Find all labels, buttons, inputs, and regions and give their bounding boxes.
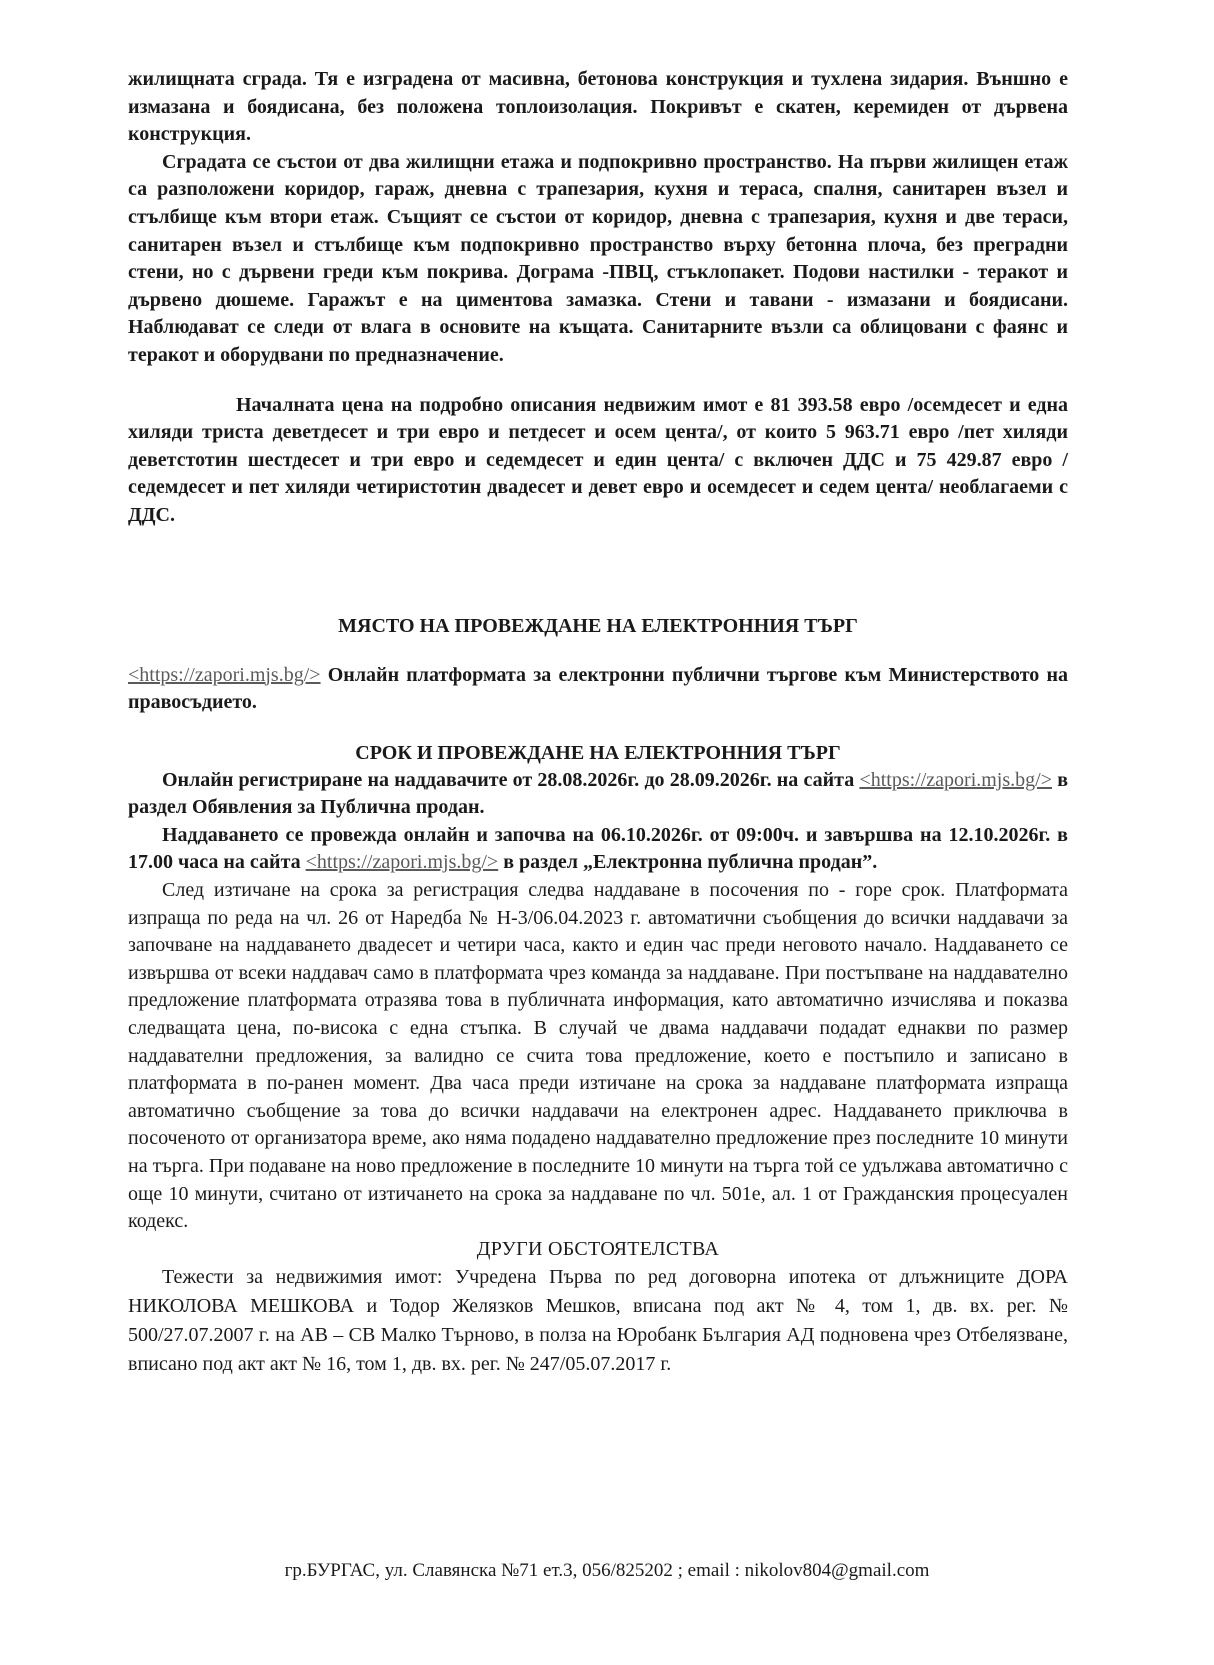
bidding-section-text: в раздел „Електронна публична продан”.: [498, 851, 878, 874]
document-page: [128, 66, 1068, 1379]
bidding-period-paragraph: [128, 822, 1068, 877]
encumbrances-paragraph: Тежести за недвижимия имот: Учредена Първа по ред договорна ипотека от длъжниците ДОРА НИКОЛОВА МЕШКОВА и Тодор Желязков Мешков, вписана под акт № 4, том 1, дв. вх. рег. № 500/27.07.2007 г. на АВ – СВ Малко Търново, в полза на Юробанк България АД подновена чрез Отбелязване, вписано под акт акт № 16, том 1, дв. вх. рег. № 247/05.07.2017 г.: [128, 1265, 1068, 1375]
other-heading: ДРУГИ ОБСТОЯТЕЛСТВА: [476, 1237, 720, 1260]
place-heading: МЯСТО НА ПРОВЕЖДАНЕ НА ЕЛЕКТРОННИЯ ТЪРГ: [338, 614, 858, 637]
platform-link[interactable]: <https://zapori.mjs.bg/>: [128, 663, 321, 686]
building-description-paragraph: жилищната сграда. Тя е изградена от масивна, бетонова конструкция и тухлена зидария. Външно е измазана и боядисана, без положена топлоизолация. Покривът е скатен, керемиден от дървена конструкция.: [128, 68, 1068, 146]
registration-paragraph: [128, 767, 1068, 822]
registration-text: Онлайн регистриране на наддавачите от 28.08.2026г. до 28.09.2026г. на сайта: [162, 768, 860, 791]
starting-price-paragraph: Началната цена на подробно описания недвижим имот е 81 393.58 евро /осемдесет и една хиляди триста деветдесет и три евро и петдесет и осем цента/, от които 5 963.71 евро /пет хиляди деветстотин шестдесет и три евро и седемдесет и един цента/ с включен ДДС и 75 429.87 евро /седемдесет и пет хиляди четиристотин двадесет и девет евро и осемдесет и седем цента/ необлагаеми с ДДС.: [128, 393, 1068, 526]
registration-link[interactable]: <https://zapori.mjs.bg/>: [859, 768, 1052, 791]
bidding-link[interactable]: <https://zapori.mjs.bg/>: [305, 851, 499, 874]
footer-contact: гр.БУРГАС, ул. Славянска №71 ет.3, 056/825202 ; email : nikolov804@gmail.com: [284, 1560, 930, 1581]
term-heading: СРОК И ПРОВЕЖДАНЕ НА ЕЛЕКТРОННИЯ ТЪРГ: [355, 741, 841, 764]
bidding-rules-paragraph: След изтичане на срока за регистрация следва наддаване в посочения по - горе срок. Платформата изпраща по реда на чл. 26 от Наредба № Н-3/06.04.2023 г. автоматични съобщения до всички наддавачи за започване на наддаването двадесет и четири часа, както и един час преди неговото начало. Наддаването се извършва от всеки наддавач само в платформата чрез команда за наддаване. При постъпване на наддавателно предложение платформата отразява това в публичната информация, като автоматично изчислява и показва следващата цена, по-висока с една стъпка. В случай че двама наддавачи подадат еднакви по размер наддавателни предложения, за валидно се счита това предложение, което е постъпило и записано в платформата в по-ранен момент. Два часа преди изтичане на срока за наддаване платформата изпраща автоматично съобщение за това до всички наддавачи на електронен адрес. Наддаването приключва в посоченото от организатора време, ако няма подадено наддавателно предложение през последните 10 минути на търга. При подаване на ново предложение в последните 10 минути на търга той се удължава автоматично с още 10 минути, считано от изтичането на срока за наддаване по чл. 501е, ал. 1 от Гражданския процесуален кодекс.: [128, 879, 1068, 1233]
place-text: Онлайн платформата за електронни публични търгове към Министерството на правосъдието.: [128, 663, 1068, 714]
building-floors-paragraph: Сградата се състои от два жилищни етажа и подпокривно пространство. На първи жилищен етаж са разположени коридор, гараж, дневна с трапезария, кухня и тераса, спалня, санитарен възел и стълбище към втори етаж. Същият се състои от коридор, дневна с трапезария, кухня и две тераси, санитарен възел и стълбище към подпокривно пространство върху бетонна плоча, без преградни стени, но с дървени греди към покрива. Дограма -ПВЦ, стъклопакет. Подови настилки - теракот и дървено дюшеме. Гаражът е на циментова замазка. Стени и тавани - измазани и боядисани. Наблюдават се следи от влага в основите на къщата. Санитарните възли са облицовани с фаянс и теракот и оборудвани по предназначение.: [128, 150, 1068, 366]
place-paragraph: [128, 662, 1068, 717]
registration-section-text: в раздел Обявления за Публична продан.: [128, 768, 1069, 819]
bidding-period-text: Наддаването се провежда онлайн и започва на 06.10.2026г. от 09:00ч. и завършва на 12.10.2026г. в 17.00 часа на сайта: [128, 823, 1068, 874]
